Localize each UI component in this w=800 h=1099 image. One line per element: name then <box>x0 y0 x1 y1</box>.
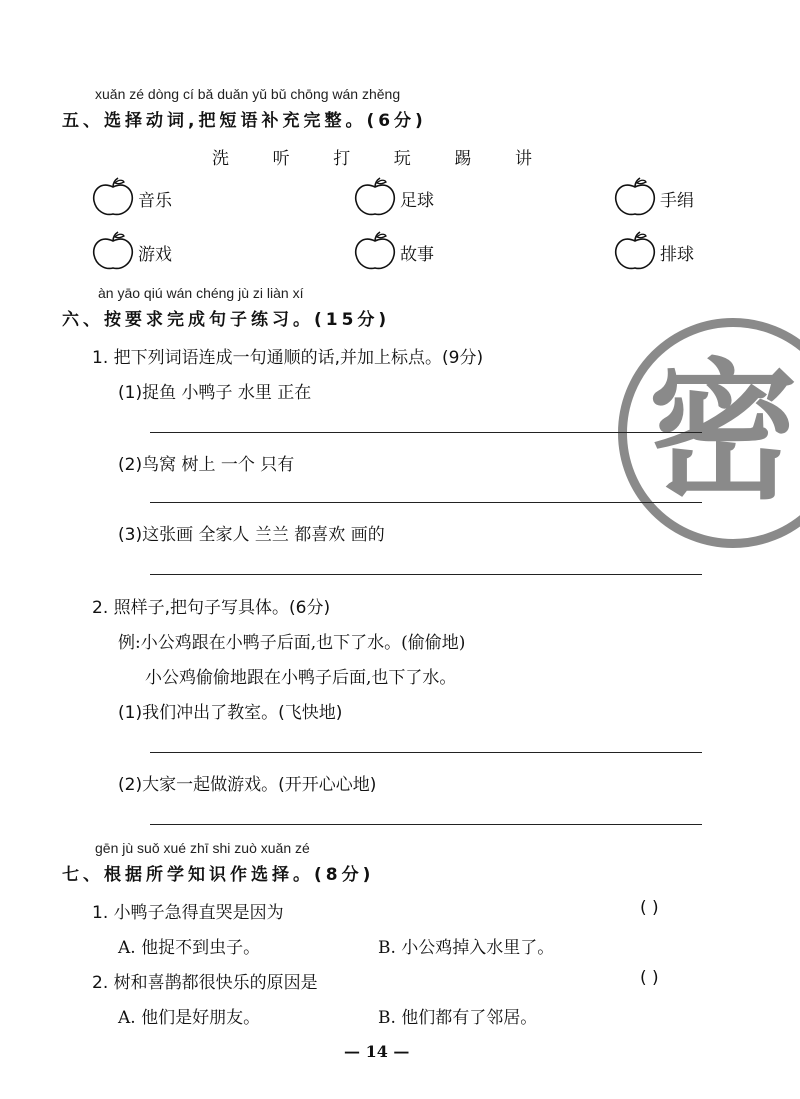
apple-label: 手绢 <box>660 191 694 211</box>
answer-line[interactable] <box>150 752 702 753</box>
q1-title: 1. 把下列词语连成一句通顺的话,并加上标点。(9分) <box>92 348 484 368</box>
apple-blank-icon[interactable] <box>90 177 136 217</box>
apple-label: 故事 <box>400 245 434 265</box>
page-number: — 14 — <box>344 1042 410 1061</box>
q1-item: (1)捉鱼 小鸭子 水里 正在 <box>118 383 312 403</box>
apple-blank-icon[interactable] <box>612 177 658 217</box>
q1-item: (2)鸟窝 树上 一个 只有 <box>118 455 295 475</box>
q2-example-answer: 小公鸡偷偷地跟在小鸭子后面,也下了水。 <box>145 668 457 688</box>
apple-blank-icon[interactable] <box>352 177 398 217</box>
verb-item: 玩 <box>393 149 411 169</box>
answer-paren[interactable]: ( ) <box>640 898 659 918</box>
apple-blank-icon[interactable] <box>90 231 136 271</box>
q2-title: 2. 照样子,把句子写具体。(6分) <box>92 598 331 618</box>
q1-item: (3)这张画 全家人 兰兰 都喜欢 画的 <box>118 525 385 545</box>
q2-example: 例:小公鸡跟在小鸭子后面,也下了水。(偷偷地) <box>118 633 466 653</box>
choice-question: 1. 小鸭子急得直哭是因为 <box>92 903 284 923</box>
apple-label: 音乐 <box>138 191 172 211</box>
section6-pinyin: àn yāo qiú wán chéng jù zi liàn xí <box>98 285 304 301</box>
option-a[interactable]: A. 他捉不到虫子。 <box>118 938 261 958</box>
seal-character: 密 <box>647 346 798 520</box>
verb-item: 听 <box>272 149 290 169</box>
answer-line[interactable] <box>150 432 702 433</box>
answer-paren[interactable]: ( ) <box>640 968 659 988</box>
apple-label: 游戏 <box>138 245 172 265</box>
verb-item: 洗 <box>212 149 229 169</box>
section7-title: 七、根据所学知识作选择。(8分) <box>62 865 375 885</box>
verb-item: 踢 <box>454 149 472 169</box>
option-b[interactable]: B. 他们都有了邻居。 <box>378 1008 538 1028</box>
apple-blank-icon[interactable] <box>612 231 658 271</box>
q2-item: (2)大家一起做游戏。(开开心心地) <box>118 775 377 795</box>
q2-item: (1)我们冲出了教室。(飞快地) <box>118 703 343 723</box>
section6-title: 六、按要求完成句子练习。(15分) <box>62 310 391 330</box>
confidential-seal <box>618 318 800 548</box>
verb-item: 打 <box>333 149 351 169</box>
option-a[interactable]: A. 他们是好朋友。 <box>118 1008 261 1028</box>
answer-line[interactable] <box>150 502 702 503</box>
answer-line[interactable] <box>150 824 702 825</box>
option-b[interactable]: B. 小公鸡掉入水里了。 <box>378 938 555 958</box>
apple-label: 排球 <box>660 245 694 265</box>
answer-line[interactable] <box>150 574 702 575</box>
section5-title: 五、选择动词,把短语补充完整。(6分) <box>62 111 427 131</box>
verb-item: 讲 <box>514 149 532 169</box>
choice-question: 2. 树和喜鹊都很快乐的原因是 <box>92 973 318 993</box>
section5-pinyin: xuǎn zé dòng cí bǎ duǎn yǔ bǔ chōng wán zhěng <box>95 86 401 102</box>
verb-list <box>212 144 532 169</box>
section7-pinyin: gēn jù suǒ xué zhī shi zuò xuǎn zé <box>95 840 310 856</box>
apple-blank-icon[interactable] <box>352 231 398 271</box>
apple-label: 足球 <box>400 191 434 211</box>
